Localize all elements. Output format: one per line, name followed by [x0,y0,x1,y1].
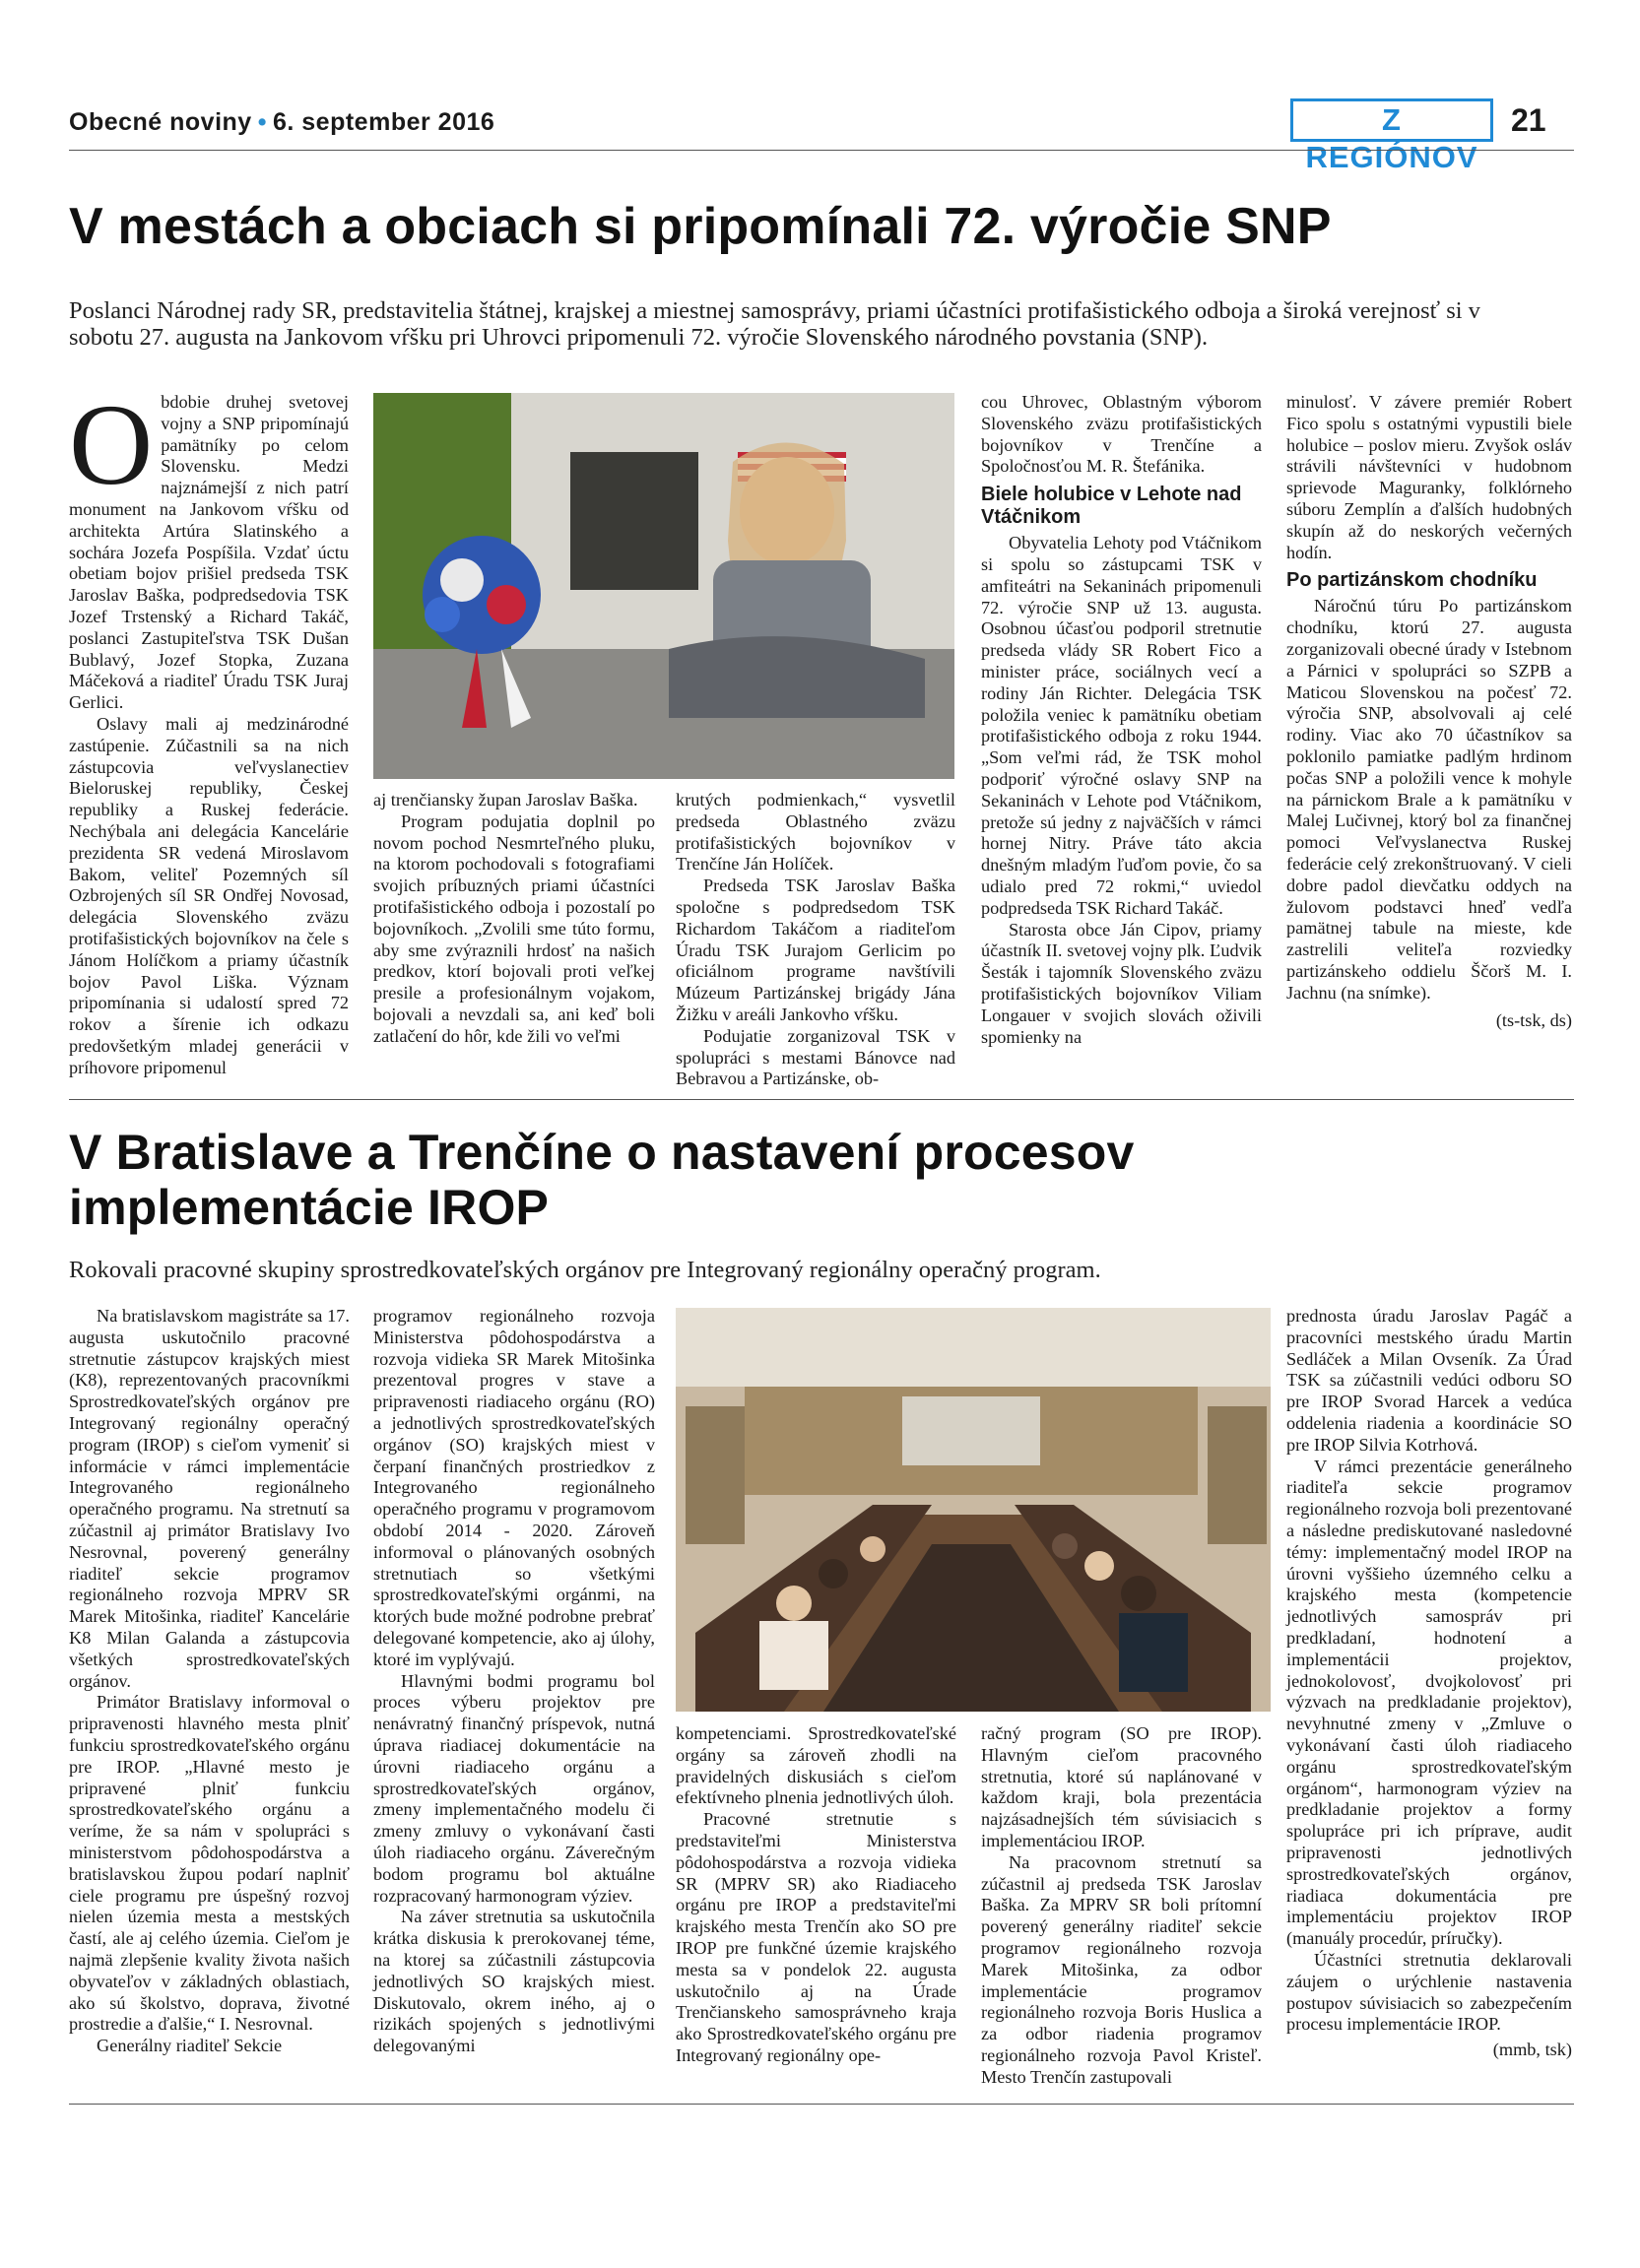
footer-divider [69,2104,1574,2105]
article2-paragraph: Na pracovnom stretnutí sa zúčastnil aj predseda TSK Jaroslav Baška. Za MPRV SR boli prítomní poverený generálny riaditeľ sekcie programov regionálneho rozvoja Marek Mitošinka, za odbor implementácie programov regionálneho rozvoja Boris Huslica a za odbor riadenia programov regionálneho rozvoja Pavol Kristeľ. Mesto Trenčín zastupovali [981,1851,1262,2087]
article1-paragraph: krutých podmienkach,“ vysvetlil predseda Oblastného zväzu protifašistických bojovníkov v Trenčíne Ján Holíček. [676,790,955,875]
drop-cap: O [69,380,154,509]
section-label: Z REGIÓNOV [1290,98,1493,142]
article2-title: V Bratislave a Trenčíne o nastavení procesov implementácie IROP [69,1125,1135,1235]
article2-column-4 [981,1723,1262,2089]
article1-column-1 [69,380,349,1079]
article1-paragraph: Obdobie druhej svetovej vojny a SNP pripomínajú pamätníky po celom Slovensku. Medzi najznámejší z nich patrí monument na Jankovom vŕšku od architekta Artúra Slatinského a sochára Jozefa Pospíšila. Vzdať úctu obetiam bojov prišiel predseda TSK Jaroslav Baška, podpredsedovia TSK Jozef Trstenský a Richard Takáč, poslanci Zastupiteľstva TSK Dušan Bublavý, Jozef Stopka, Zuzana Máčeková a riaditeľ Úradu TSK Juraj Gerlici. [69,380,349,713]
article2-paragraph: Hlavnými bodmi programu bol proces výberu projektov pre nenávratný finančný príspevok, nutná úprava riadiacej dokumentácie na úrovni riadiaceho orgánu a sprostredkovateľských orgánov, zmeny implementačného modelu či zmeny zmluvy o vykonávaní časti úloh riadiaceho orgánu. Záverečným bodom programu bol aktuálne rozpracovaný harmonogram výziev. [373,1670,655,1906]
article1-paragraph: aj trenčiansky župan Jaroslav Baška. [373,790,638,810]
article2-paragraph: Na bratislavskom magistráte sa 17. augusta uskutočnilo pracovné stretnutie zástupcov krajských miest (K8), reprezentovaných pracovníkmi Sprostredkovateľských orgánov pre Integrovaný regionálny operačný program (IROP) s cieľom vymeniť si informácie v rámci implementácie Integrovaného regionálneho operačného programu. Na stretnutí sa zúčastnil aj primátor Bratislavy Ivo Nesrovnal, poverený generálny riaditeľ sekcie programov regionálneho rozvoja MPRV SR Marek Mitošinka, riaditeľ Kancelárie K8 Milan Galanda a zástupcovia všetkých sprostredkovateľských orgánov. [69,1306,350,1691]
article2-column-3 [676,1723,956,2067]
page-number: 21 [1511,102,1546,138]
bullet-icon: • [257,108,267,136]
article1-paragraph: Program podujatia doplnil po novom pochod Nesmrteľného pluku, na ktorom pochodovali s fotografiami svojich príbuzných priami účastníci protifašistického odboja i pozostalí po bojovníkoch. „Zvolili sme túto formu, aby sme zvýraznili hrdosť na našich predkov, ktorí bojovali proti veľkej presile a profesionálnym vojakom, bojovali a nevzdali sa, ani keď boli zatlačení do hôr, kde žili vo veľmi [373,810,655,1046]
article1-column-3 [676,790,955,1090]
photo-girl-at-memorial [373,393,954,779]
article1-paragraph: minulosť. V závere premiér Robert Fico spolu s ostatnými vypustili biele holubice – poslov mieru. Zvyšok osláv strávili návštevníci v hudobnom sprievode Maguranky, folklórneho súboru Zemplín a ďalších hudobných skupín až do neskorých večerných hodín. [1286,392,1572,562]
article1-column-5 [1286,392,1572,1031]
article2-column-5 [1286,1306,1572,2061]
article1-subheading: Biele holubice v Lehote nad Vtáčnikom [981,484,1242,529]
header-divider [69,150,1574,151]
article1-paragraph: Obyvatelia Lehoty pod Vtáčnikom si spolu so zástupcami TSK v amfiteátri na Sekaninách pripomenuli 72. výročie SNP už 13. augusta. Osobnou účasťou podporil stretnutie predseda vlády SR Robert Fico a minister práce, sociálnych vecí a rodiny Ján Richter. Delegácia TSK položila veniec k pamätníku obetiam protifašistického odboja z roku 1944. „Som veľmi rád, že TSK mohol podporiť výročné oslavy SNP na Sekaninách v Lehote pod Vtáčnikom, pretože sú jedny z najväčších v rámci hornej Nitry. Práve táto akcia dnešným mladým ľuďom povie, čo sa udialo pred 72 rokmi,“ uviedol podpredseda TSK Richard Takáč. [981,533,1262,918]
photo-meeting-room [676,1308,1271,1712]
article2-paragraph: Pracovné stretnutie s predstaviteľmi Ministerstva pôdohospodárstva a rozvoja vidieka SR (MPRV SR) ako Riadiaceho orgánu pre IROP a predstaviteľmi krajského mesta Trenčín ako SO pre IROP pre funkčné územie krajského mesta sa v pondelok 22. augusta uskutočnilo aj na Úrade Trenčianskeho samosprávneho kraja ako Sprostredkovateľského orgánu pre Integrovaný regionálny ope- [676,1809,956,2065]
article1-signature: (ts-tsk, ds) [1495,1009,1572,1030]
article2-paragraph: Primátor Bratislavy informoval o pripravenosti hlavného mesta plniť funkciu sprostredkovateľského orgánu pre IROP. „Hlavné mesto je pripravené plniť funkciu sprostredkovateľského orgánu a veríme, že sa nám v spolupráci s ministerstvom pôdohospodárstva a bratislavskou župou podarí naplniť ciele programu pre úspešný rozvoj nielen územia mesta a mestských častí, ale aj celého územia. Cieľom je najmä zlepšenie kvality života našich obyvateľov v základných oblastiach, ako sú školstvo, doprava, životné prostredie a ďalšie,“ I. Nesrovnal. [69,1692,350,2035]
article1-title: V mestách a obciach si pripomínali 72. výročie SNP [69,198,1332,255]
issue-date: 6. september 2016 [272,108,495,136]
article2-paragraph: Účastníci stretnutia deklarovali záujem o urýchlenie nastavenia postupov súvisiacich so zabezpečením procesu implementácie IROP. [1286,1949,1572,2035]
article1-paragraph: Predseda TSK Jaroslav Baška spoločne s podpredsedom TSK Richardom Takáčom a riaditeľom Úradu TSK Jurajom Gerlicim po oficiálnom programe navštívili Múzeum Partizánskej brigády Jána Žižku v areáli Jankovho vŕšku. [676,875,955,1024]
article1-subheading: Po partizánskom chodníku [1286,569,1538,592]
article2-paragraph: račný program (SO pre IROP). Hlavným cieľom pracovného stretnutia, ktoré sú naplánované v každom kraji, bola prezentácia najzásadnejších tém súvisiacich s implementáciou IROP. [981,1723,1262,1850]
article1-paragraph: cou Uhrovec, Oblastným výborom Slovenského zväzu protifašistických bojovníkov v Trenčíne a Spoločnosťou M. R. Štefánika. [981,392,1262,477]
article2-signature: (mmb, tsk) [1492,2040,1572,2060]
article1-lead: Poslanci Národnej rady SR, predstavitelia štátnej, krajskej a miestnej samosprávy, priami účastníci protifašistického odboja a široká verejnosť si v sobotu 27. augusta na Jankovom vŕšku pri Uhrovci pripomenuli 72. výročie Slovenského národného povstania (SNP). [69,297,1480,351]
article1-column-2 [373,790,655,1048]
article1-paragraph: Podujatie zorganizoval TSK v spolupráci s mestami Bánovce nad Bebravou a Partizánske, ob- [676,1025,955,1089]
article-divider [69,1099,1574,1100]
article2-paragraph: kompetenciami. Sprostredkovateľské orgány sa zároveň zhodli na pravidelných diskusiách s cieľom efektívneho plnenia jednotlivých úloh. [676,1723,956,1808]
article1-paragraph: Náročnú túru Po partizánskom chodníku, ktorú 27. augusta zorganizovali obecné úrady v Istebnom a Párnici v spolupráci so SZPB a Maticou Slovenskou na počesť 72. výročia SNP, absolvovali aj celé rodiny. Viac ako 70 účastníkov sa poklonilo pamiatke padlým hrdinom počas SNP a položili vence k mohyle na párnickom Brale a k pamätníku v Malej Lučivnej, ktorý bol za finančnej pomoci Veľvyslanectva Ruskej federácie celý zrekonštruovaný. V cieli dobre padol dievčatku oddych na žulovom podstavci hneď vedľa pamätnej tabule na mieste, kde zastrelili veliteľa rozviedky partizánskeho oddielu Ščorš M. I. Jachnu (na snímke). [1286,596,1572,1003]
article2-column-2 [373,1306,655,2057]
article2-paragraph: Na záver stretnutia sa uskutočnila krátka diskusia k prerokovanej téme, na ktorej sa zúčastnili zástupcovia jednotlivých SO krajských miest. Diskutovalo, okrem iného, aj o rizikách spojených s jednotlivými delegovanými [373,1907,655,2056]
article2-lead: Rokovali pracovné skupiny sprostredkovateľských orgánov pre Integrovaný regionálny operačný program. [69,1257,1101,1283]
article2-paragraph: programov regionálneho rozvoja Ministerstva pôdohospodárstva a rozvoja vidieka SR Marek Mitošinka prezentoval progres v stave a pripravenosti riadiaceho orgánu (RO) a jednotlivých sprostredkovateľských orgánov (SO) krajských miest v čerpaní finančných prostriedkov z Integrovaného regionálneho operačného programu v programovom období 2014 - 2020. Zároveň informoval o plánovaných osobných stretnutiach so všetkými sprostredkovateľskými orgánmi, na ktorých bude možné podrobne prebrať delegované kompetencie, ako aj úlohy, ktoré im vyplývajú. [373,1306,655,1669]
article1-column-4 [981,392,1262,1048]
page-header [69,108,494,137]
article1-paragraph: Oslavy mali aj medzinárodné zastúpenie. Zúčastnili sa na nich zástupcovia veľvyslanectiev Bieloruskej republiky, Českej republiky a Ruskej federácie. Nechýbala ani delegácia Kancelárie prezidenta SR vedená Miroslavom Bakom, veliteľ Pozemných síl Ozbrojených síl SR Ondřej Novosad, delegácia Slovenského zväzu protifašistických bojovníkov na čele s Jánom Holíčkom a priamy účastník bojov Pavol Liška. Význam pripomínania si udalostí spred 72 rokov a šírenie ich odkazu predovšetkým mladej generácii v príhovore pripomenul [69,713,349,1077]
article1-paragraph: Starosta obce Ján Cipov, priamy účastník II. svetovej vojny plk. Ľudvik Šesták i tajomník Slovenského zväzu protifašistických bojovníkov Viliam Longauer v svojich slovách oživili spomienky na [981,919,1262,1047]
newspaper-name: Obecné noviny [69,108,252,136]
article2-paragraph: Generálny riaditeľ Sekcie [97,2036,283,2056]
article2-paragraph: V rámci prezentácie generálneho riaditeľa sekcie programov regionálneho rozvoja boli prezentované a následne prediskutované nasledovné témy: implementačný model IROP na úrovni vyššieho územného celku a krajského mesta (kompetencie jednotlivých samospráv pri predkladaní, hodnotení a implementácii projektov, jednokolovosť, dvojkolovosť pri výzvach na predkladanie projektov), nevyhnutné zmeny v „Zmluve o vykonávaní časti úloh riadiaceho orgánu sprostredkovateľským orgánom“, harmonogram výziev na predkladanie projektov a formy spolupráce pri ich príprave, audit pripravenosti jednotlivých sprostredkovateľských orgánov, riadiaca dokumentácia pre implementáciu projektov IROP (manuály procedúr, príručky). [1286,1456,1572,1949]
article2-paragraph: prednosta úradu Jaroslav Pagáč a pracovníci mestského úradu Martin Sedláček a Milan Ovseník. Za Úrad TSK sa zúčastnili vedúci odboru SO pre IROP Svorad Harcek a vedúca oddelenia riadenia a koordinácie SO pre IROP Silvia Kotrhová. [1286,1306,1572,1455]
article2-column-1 [69,1306,350,2057]
